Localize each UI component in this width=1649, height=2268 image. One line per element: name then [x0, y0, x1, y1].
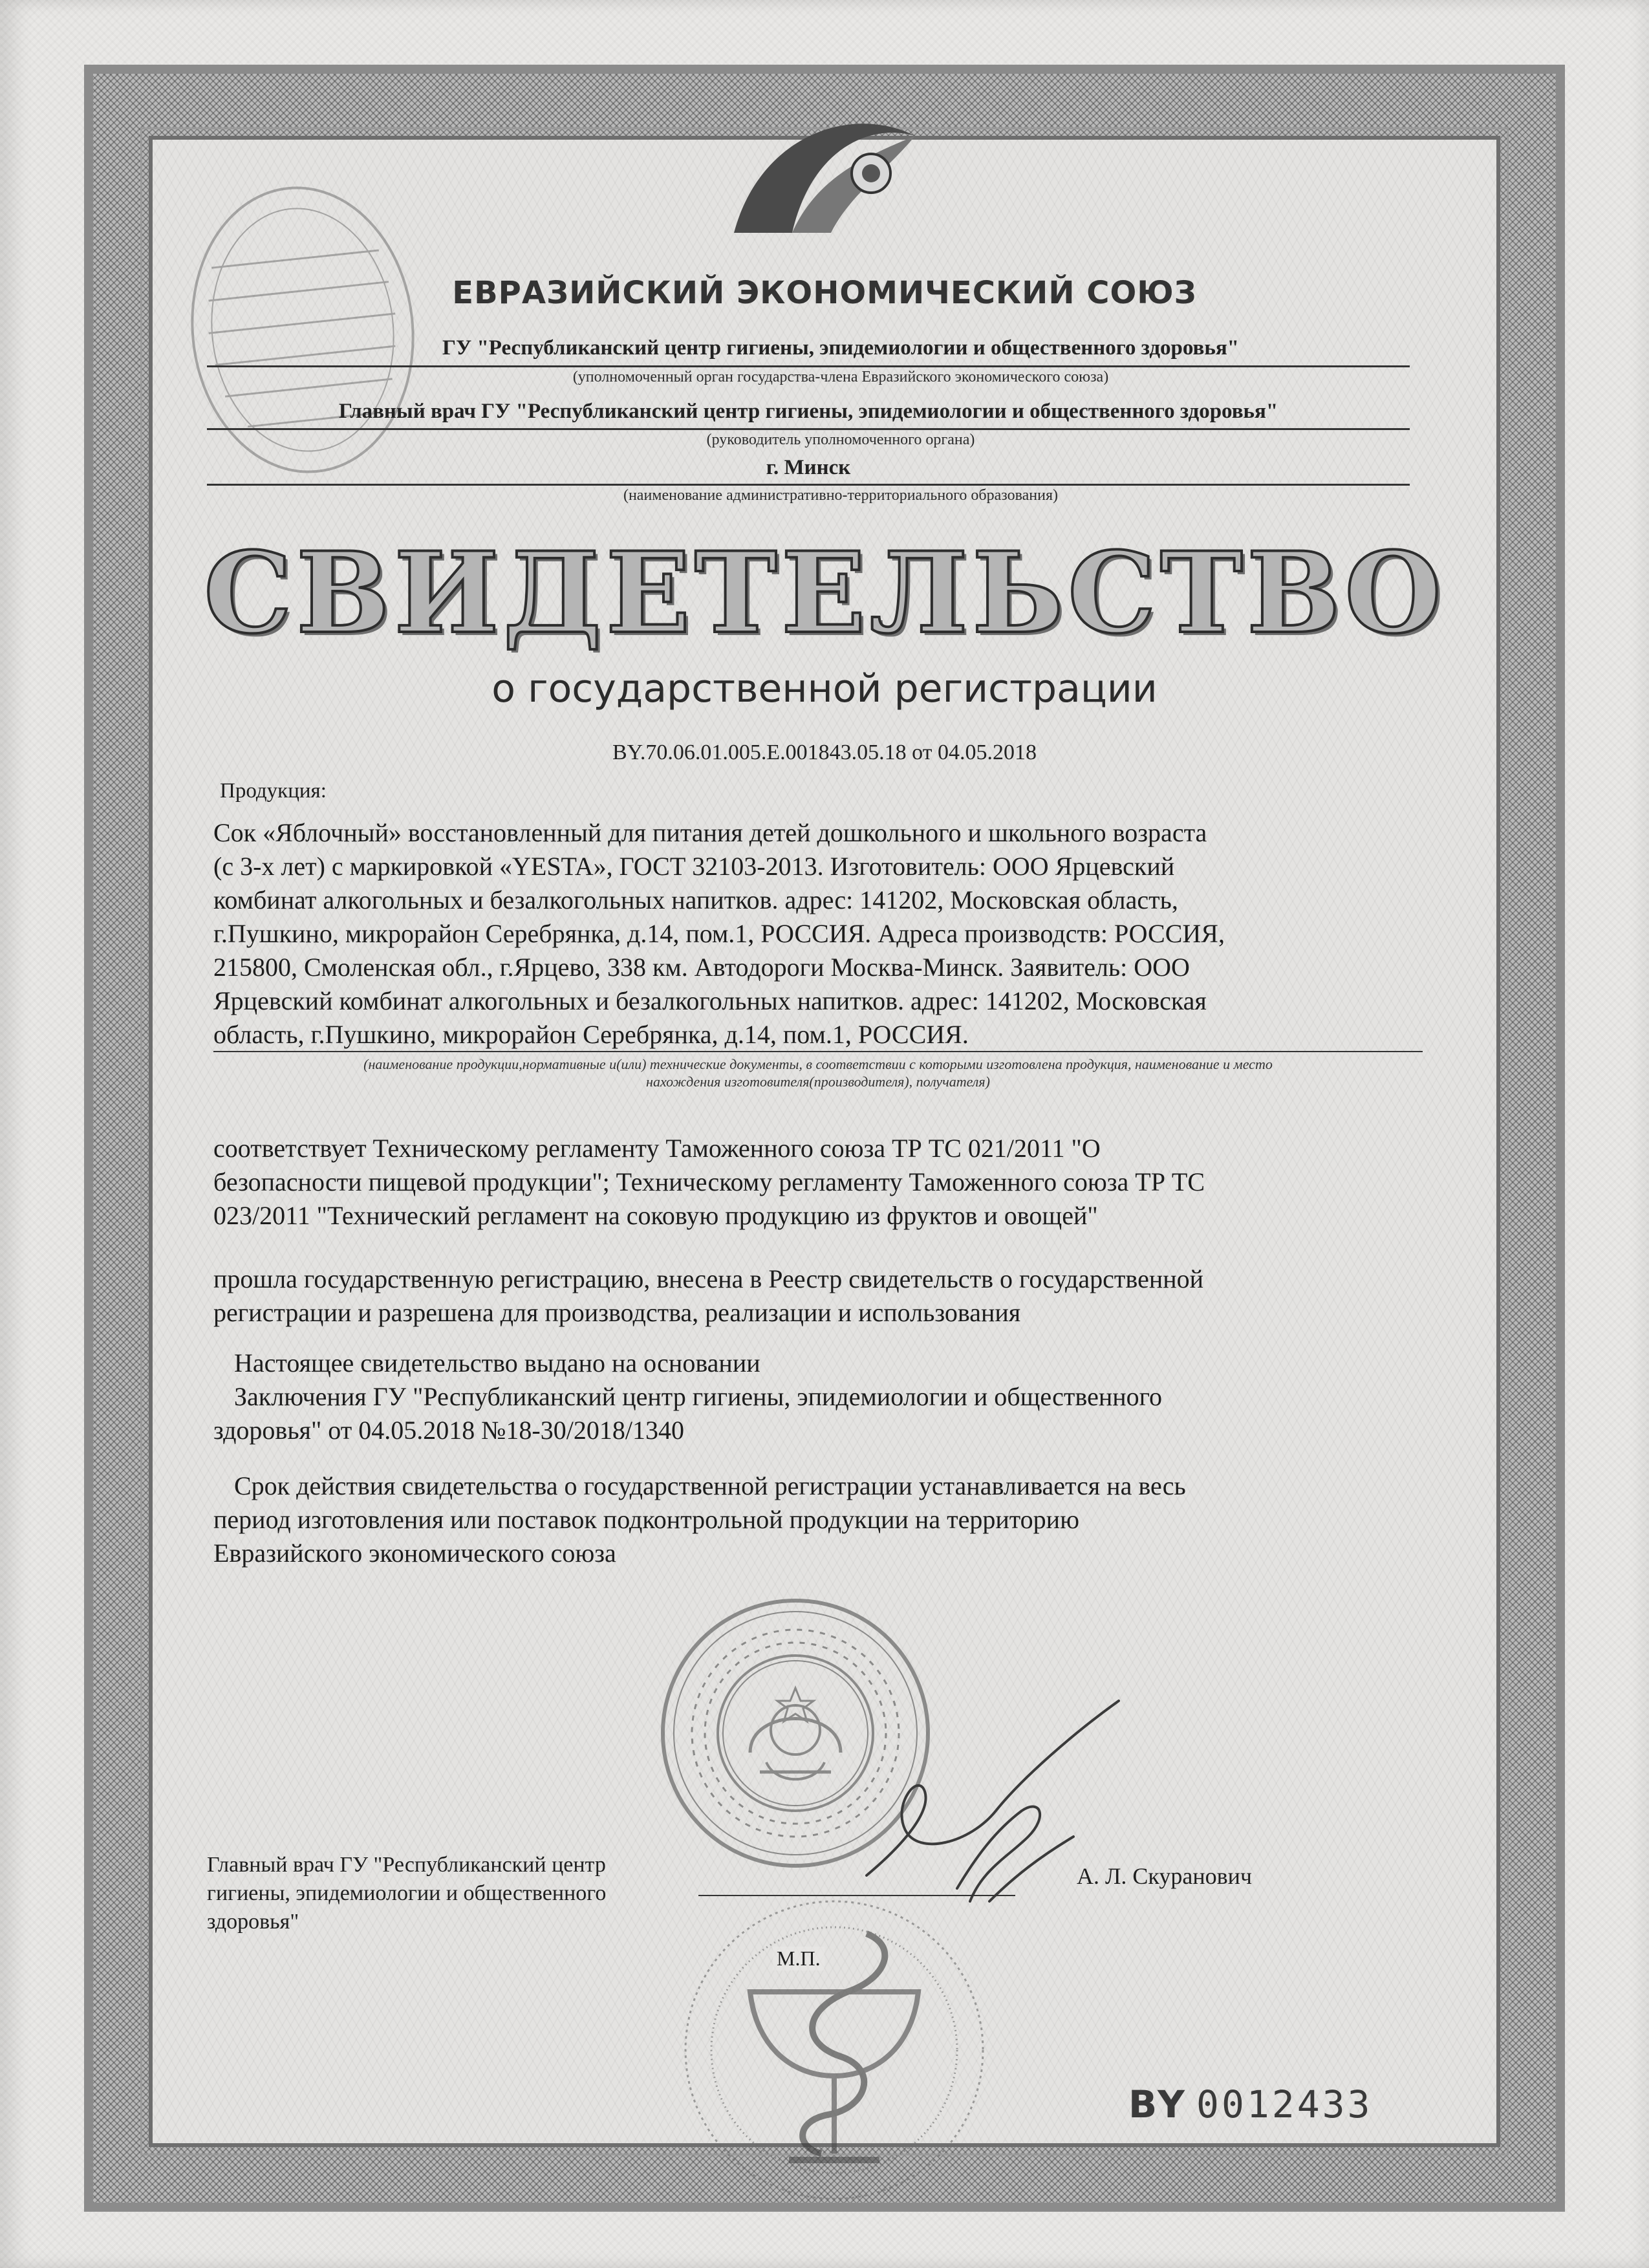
basis-line: здоровья" от 04.05.2018 №18-30/2018/1340: [213, 1416, 684, 1445]
product-line: Сок «Яблочный» восстановленный для питания детей дошкольного и школьного возраста: [213, 818, 1207, 847]
product-line: 215800, Смоленская обл., г.Ярцево, 338 км. Автодороги Москва-Минск. Заявитель: ООО: [213, 953, 1190, 982]
product-line: (с 3-х лет) с маркировкой «YESTA», ГОСТ 32103-2013. Изготовитель: ООО Ярцевский: [213, 852, 1175, 881]
document-subtitle: о государственной регистрации: [491, 666, 1158, 711]
city-underline: [207, 484, 1410, 486]
validity-line: Евразийского экономического союза: [213, 1539, 616, 1568]
conformity-line: безопасности пищевой продукции"; Техническому регламенту Таможенного союза ТР ТС: [213, 1167, 1205, 1196]
union-name: ЕВРАЗИЙСКИЙ ЭКОНОМИЧЕСКИЙ СОЮЗ: [452, 275, 1197, 311]
head-caption: (руководитель уполномоченного органа): [706, 431, 975, 448]
serial-digits: 0012433: [1196, 2082, 1373, 2126]
validity-line: Срок действия свидетельства о государственной регистрации устанавливается на весь: [234, 1471, 1186, 1500]
signatory-position-line: Главный врач ГУ "Республиканский центр: [207, 1853, 606, 1877]
document-title: СВИДЕТЕЛЬСТВО: [203, 527, 1446, 658]
statement-line: прошла государственную регистрацию, внесена в Реестр свидетельств о государственной: [213, 1264, 1204, 1293]
product-line: область, г.Пушкино, микрорайон Серебрянка, д.14, пом.1, РОССИЯ.: [213, 1020, 969, 1049]
bowl-of-hygieia-emblem: [653, 1895, 1015, 2205]
product-line: Ярцевский комбинат алкогольных и безалкогольных напитков. адрес: 141202, Московская: [213, 986, 1207, 1015]
validity-line: период изготовления или поставок подконтрольной продукции на территорию: [213, 1505, 1079, 1534]
statement-line: регистрации и разрешена для производства, реализации и использования: [213, 1298, 1021, 1327]
eaeu-emblem-icon: [721, 97, 928, 246]
product-description: [213, 816, 1416, 1052]
registration-number: BY.70.06.01.005.E.001843.05.18 от 04.05.2018: [612, 740, 1037, 764]
stamp-place-label: М.П.: [773, 1947, 824, 1971]
authority-city: г. Минск: [766, 456, 851, 479]
registration-statement: [213, 1262, 1416, 1330]
head-underline: [207, 428, 1410, 430]
product-caption-line: (наименование продукции,нормативные и(или) технические документы, в соответствии с которыми изготовлена продукция, наименование и место: [363, 1056, 1273, 1072]
product-caption-line: нахождения изготовителя(производителя), получателя): [646, 1074, 990, 1090]
product-line: комбинат алкогольных и безалкогольных напитков. адрес: 141202, Московская область,: [213, 885, 1178, 914]
signatory-position-line: гигиены, эпидемиологии и общественного: [207, 1881, 607, 1905]
product-underline: [213, 1051, 1423, 1052]
organ-caption: (уполномоченный орган государства-члена Евразийского экономического союза): [572, 369, 1109, 385]
issuance-basis: [213, 1346, 1416, 1447]
serial-prefix: BY: [1128, 2082, 1188, 2126]
city-caption: (наименование административно-территориального образования): [623, 487, 1059, 504]
signatory-name: А. Л. Скуранович: [1077, 1863, 1253, 1889]
signatory-position: [207, 1851, 698, 1936]
product-label: Продукция:: [220, 779, 327, 803]
signatory-position-line: здоровья": [207, 1910, 299, 1934]
product-caption: [213, 1055, 1423, 1090]
product-line: г.Пушкино, микрорайон Серебрянка, д.14, пом.1, РОССИЯ. Адреса производств: РОССИЯ,: [213, 919, 1225, 948]
conformity-line: 023/2011 "Технический регламент на соковую продукцию из фруктов и овощей": [213, 1201, 1098, 1230]
authority-organ: ГУ "Республиканский центр гигиены, эпидемиологии и общественного здоровья": [442, 336, 1239, 360]
organ-underline: [207, 365, 1410, 367]
conformity-statement: [213, 1132, 1416, 1233]
basis-line: Заключения ГУ "Республиканский центр гигиены, эпидемиологии и общественного: [234, 1382, 1163, 1411]
serial-number: [1128, 2082, 1372, 2126]
validity-statement: [213, 1469, 1416, 1570]
conformity-line: соответствует Техническому регламенту Таможенного союза ТР ТС 021/2011 "О: [213, 1134, 1101, 1163]
authority-head: Главный врач ГУ "Республиканский центр гигиены, эпидемиологии и общественного здоровья": [338, 400, 1278, 423]
basis-line: Настоящее свидетельство выдано на основании: [234, 1348, 760, 1377]
